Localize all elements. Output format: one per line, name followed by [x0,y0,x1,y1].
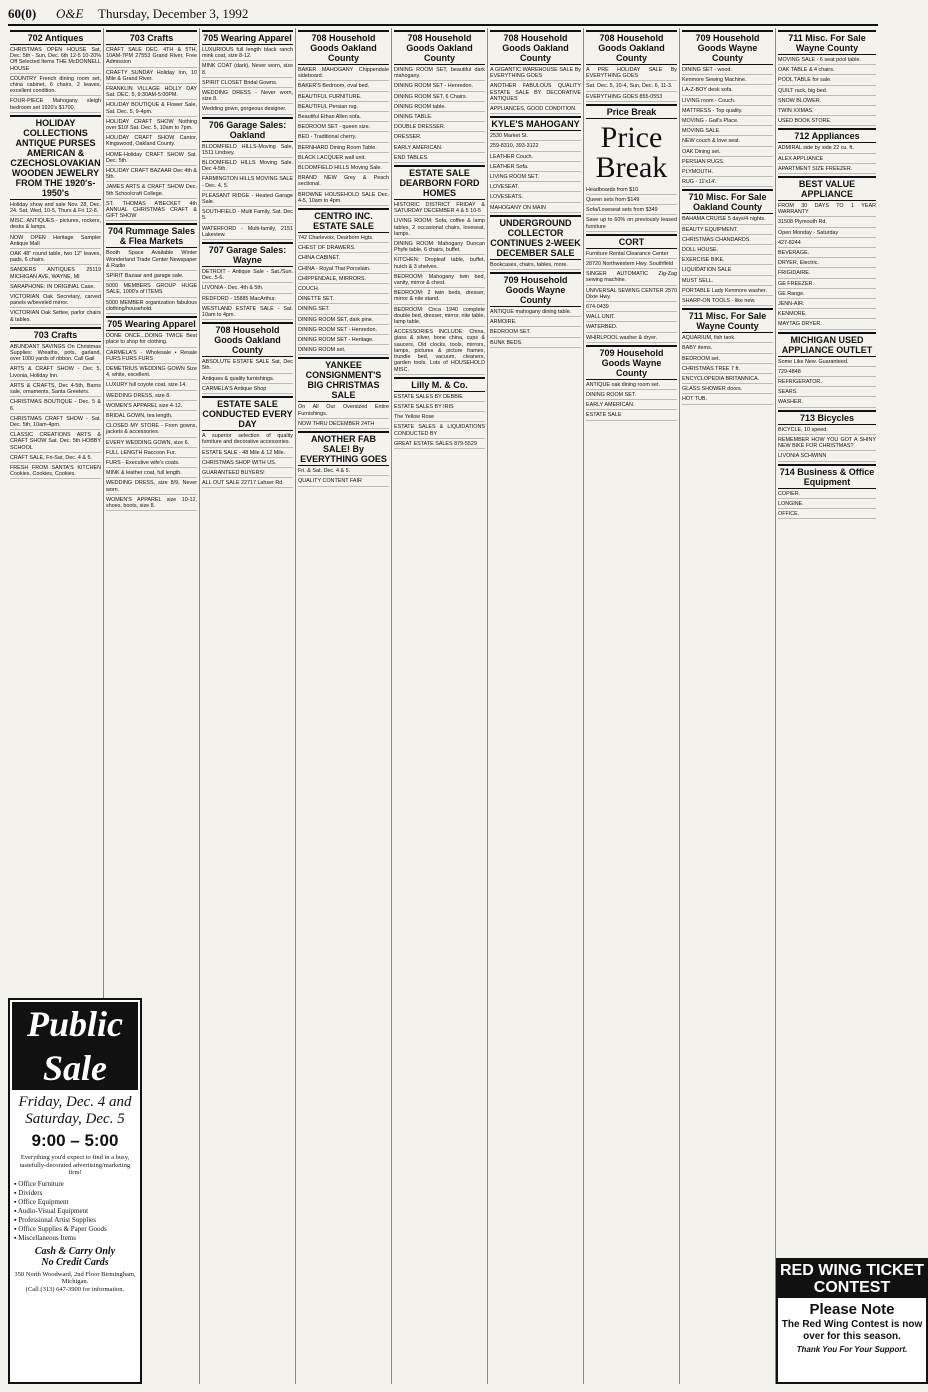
section-heading: 709 Household Goods Wayne County [490,272,581,307]
classified-ad: FULL LENGTH Raccoon Fur. [106,450,197,458]
classified-ad: CHRISTMAS CHANDARDS. [682,237,773,245]
classified-ad: DRESSER. [394,134,485,142]
public-sale-payment: Cash & Carry Only [34,1245,116,1257]
public-sale-address: 350 North Woodward, 2nd Floor Birmingham, Michigan. [14,1270,136,1285]
section-heading: 705 Wearing Apparel [202,30,293,45]
classified-ad: DINING TABLE. [394,114,485,122]
classified-ad: Fri. & Sat. Dec. 4 & 5. [298,468,389,476]
column-7 [584,28,680,1384]
classified-ad: CRAFT SALE, Fri-Sat, Dec. 4 & 5. [10,455,101,463]
classified-ad: GREAT ESTATE SALES 879-5529 [394,441,485,449]
classified-ad: HOLIDAY CRAFT SHOW Nothing over $10! Sat. Dec. 5, 10am to 7pm. [106,119,197,133]
classified-ad: OAK 48" round table, two 12" leaves, pads, 6 chairs. [10,251,101,265]
classified-ad: LEATHER Couch. [490,154,581,162]
classified-ad: EXERCISE BIKE. [682,257,773,265]
classified-ad: EARLY AMERICAN. [394,145,485,153]
public-sale-time: 9:00 – 5:00 [31,1131,119,1150]
classified-ad: CRAFT SALE DEC. 4TH & 5TH, 10AM-7PM 27553 Grand River, Free Admission [106,47,197,68]
classified-ad: FRANKLIN VILLAGE HOLLY DAY Sat. DEC. 5, 9:30AM-5:00PM. [106,86,197,100]
classified-ad: HOT TUB. [682,396,773,404]
section-heading: 708 Household Goods Oakland County [298,30,389,65]
classified-ad: DETROIT - Antique Sale - Sat./Sun. Dec. 5-6. [202,269,293,283]
classified-ad: WESTLAND ESTATE SALE - Sat. 10am to 4pm. [202,306,293,320]
column-4 [296,28,392,1384]
section-heading: 703 Crafts [106,30,197,45]
classified-ad: DINING ROOM SET, dark pine. [298,317,389,325]
classified-ad: DOLL HOUSE. [682,247,773,255]
classified-ad: WOMEN'S APPAREL size 10-12, shoes, boots, size 8. [106,497,197,511]
classified-ad: Sofa/Loveseat sets from $349 [586,207,677,215]
classified-ad: SNOW BLOWER. [778,98,876,106]
classified-ad: FROM 30 DAYS TO 1 YEAR WARRANTY [778,203,876,217]
classified-ad: LIVONIA - Dec. 4th & 5th. [202,285,293,293]
classified-ad: COPIER. [778,491,876,499]
section-heading: 712 Appliances [778,128,876,143]
public-sale-item: ▪ Dividers [14,1189,136,1198]
classified-ad: The Yellow Rose [394,414,485,422]
section-heading: 703 Crafts [10,327,101,342]
classified-ad: DINING ROOM SET, 6 Chairs. [394,94,485,102]
classified-ad: CHRISTMAS OPEN HOUSE Sat, Dec. 5th - Sun, Dec. 6th 12-5 10-20% Off Selected Items THE McDONNELL HOUSE [10,47,101,74]
issue-date: Thursday, December 3, 1992 [98,6,249,21]
classified-ad: ANOTHER FABULOUS QUALITY ESTATE SALE BY DECORATIVE ANTIQUES [490,83,581,104]
classified-ad: PORTABLE Lady Kenmore washer. [682,288,773,296]
classified-ad: Queen sets from $149 [586,197,677,205]
classified-ad: DINING ROOM: Mahogany Duncan Phyfe table, 6 chairs, buffet. [394,241,485,255]
classified-ad: DINING ROOM SET, beautiful dark mahogany. [394,67,485,81]
classified-ad: PERSIAN RUGS. [682,159,773,167]
classified-ad: CHRISTMAS CRAFT SHOW - Sat. Dec. 5th, 10am-4pm. [10,416,101,430]
classified-ad: Furniture Rental Clearance Center [586,251,677,259]
classified-ad: 427-8244 [778,240,876,248]
red-wing-contest-notice [776,1258,928,1384]
classified-ad: LIVING room - Couch. [682,98,773,106]
classified-ad: EVERY WEDDING GOWN, size 6. [106,440,197,448]
classified-ad: On All Our Oversized Entire Furnishings. [298,404,389,418]
classified-ad: VICTORIAN Oak Settee, parlor chairs & tables. [10,310,101,324]
classified-ad: REFRIGERATOR. [778,379,876,387]
public-sale-item: ▪ Professional Artist Supplies [14,1216,136,1225]
classified-ad: DINETTE SET. [298,296,389,304]
classified-ad: NOW THRU DECEMBER 24TH [298,421,389,429]
classified-ad: DOUBLE DRESSER. [394,124,485,132]
classified-ad: LIVING ROOM: Sofa, coffee & lamp tables, 2 occasional chairs, loveseat, lamps. [394,218,485,239]
classified-ad: CLOSED MY STORE - From gowns, jackets & accessories. [106,423,197,437]
classified-ad: MAYTAG DRYER. [778,321,876,329]
classified-ad: CHEST OF DRAWERS. [298,245,389,253]
classified-ad: LOVESEATS. [490,194,581,202]
classified-ad: BAKER'S Bedroom, oval bed. [298,83,389,91]
classified-ad: DINING ROOM SET - Henredon. [298,327,389,335]
classified-ad: MINK & leather coat, full length. [106,470,197,478]
classified-ad: Save up to 60% on previously leased furniture [586,217,677,231]
classified-ad: ADMIRAL side by side 22 cu. ft. [778,145,876,153]
public-sale-item: ▪ Audio-Visual Equipment [14,1207,136,1216]
classified-ad: BEDROOM: Circa 1940 complete double bed, dresser, mirror, nite table, lamp table. [394,307,485,328]
classified-ad: CHINA CABINET. [298,255,389,263]
classified-ad: LIVONIA SCHWINN [778,453,876,461]
classified-ad: KITCHEN: Dropleaf table, buffet, hutch & 3 shelves. [394,257,485,271]
classified-ad: USED BOOK STORE. [778,118,876,126]
classified-ad: BED - Traditional cherry. [298,134,389,142]
classified-ad: FOUR-PIECE Mahogany sleigh bedroom set 1920's $1700. [10,98,101,112]
classified-ad: ABUNDANT SAVINGS On Christmas Supplies: Wreaths, pots, garland, over 1000 yards of ribbon. Call Gail [10,344,101,365]
classified-ad: MAHOGANY ON MAIN [490,205,581,213]
section-heading: MICHIGAN USED APPLIANCE OUTLET [778,332,876,357]
classified-ad: AQUARIUM, fish tank. [682,335,773,343]
classified-ad: JAMES ARTS & CRAFT SHOW Dec. 5th Schoolcraft College. [106,184,197,198]
classified-ad: JENN-AIR. [778,301,876,309]
classified-ad: SINGER AUTOMATIC Zig-Zag sewing machine. [586,271,677,285]
classified-ad: RUG - 11'x14'. [682,179,773,187]
section-heading: 714 Business & Office Equipment [778,464,876,489]
classified-ad: BAKER MAHOGANY Chippendale sideboard. [298,67,389,81]
section-heading: ESTATE SALE DEARBORN FORD HOMES [394,165,485,200]
classified-ad: TWIN XXMAS. [778,108,876,116]
classified-ad: Sat. Dec. 5, 10-4, Sun, Dec. 6, 11-3. [586,83,677,91]
classified-ad: DRYER, Electric. [778,260,876,268]
red-wing-heading: RED WING TICKET CONTEST [780,1262,924,1296]
classified-ad: BEAUTIFUL Persian rug. [298,104,389,112]
classified-ad: FRESH FROM SANTA'S KITCHEN Cookies, Cookies, Cookies. [10,465,101,479]
page-number: 60(0) [8,6,37,21]
classified-ad: SEARS. [778,389,876,397]
classified-ad: ABSOLUTE ESTATE SALE Sat, Dec 5th. [202,359,293,373]
classified-ad: MATTRESS - Top quality. [682,108,773,116]
classified-ad: BEDROOM: Mahogany twin bed, vanity, mirror & chest. [394,274,485,288]
section-heading: 708 Household Goods Oakland County [394,30,485,65]
classified-ad: FARMINGTON HILLS MOVING SALE - Dec. 4, 5. [202,176,293,190]
classified-ad: Holiday show and sale Nov. 28, Dec. 24. Sat, Wed, 10-5, Thurs & Fri 12-8. [10,202,101,216]
classified-ad: LIVING ROOM SET. [490,174,581,182]
section-heading: CENTRO INC. ESTATE SALE [298,208,389,233]
classified-ad: CRAFTY SUNDAY Holiday Inn, 10 Mile & Grand River. [106,70,197,84]
red-wing-body: The Red Wing Contest is now over for this season. [781,1319,923,1342]
section-heading: ANOTHER FAB SALE! By EVERYTHING GOES [298,431,389,466]
classified-ad: A PRE HOLIDAY SALE By EVERYTHING GOES [586,67,677,81]
classified-ad: CLASSIC CREATIONS ARTS & CRAFT SHOW Sat. Dec. 5th HOBBY SCHOOL [10,432,101,453]
classified-ad: DINING ROOM table. [394,104,485,112]
classified-ad: 2530 Market St. [490,133,581,141]
classified-ad: HOME-Holiday CRAFT SHOW Sat. Dec. 5th. [106,152,197,166]
classified-ad: BEDROOM SET. [490,329,581,337]
classified-ad: QUALITY CONTENT FAIR [298,478,389,486]
classified-ad: OAK TABLE & 4 chairs. [778,67,876,75]
classified-ad: 729-4848 [778,369,876,377]
classified-ad: MISC. ANTIQUES - pictures, rockers, desks & lamps. [10,218,101,232]
classified-ad: CARMELA'S - Wholesale • Resale FURS FURS FURS [106,350,197,364]
classified-ad: WASHER. [778,399,876,407]
section-heading: Price Break [586,104,677,119]
classified-ad: Beautiful Ethan Allen sofa. [298,114,389,122]
classified-ad: WALL UNIT. [586,314,677,322]
classified-ad: Kenmore Sewing Machine. [682,77,773,85]
classified-ad: MUST SELL. [682,278,773,286]
classified-ad: BLOOMFIELD HILLS-Moving Sale, 1511 Lindsey. [202,144,293,158]
public-sale-item: ▪ Office Supplies & Paper Goods [14,1225,136,1234]
section-heading: UNDERGROUND COLLECTOR CONTINUES 2-WEEK DECEMBER SALE [490,215,581,260]
section-heading: 711 Misc. For Sale Wayne County [682,308,773,333]
red-wing-note: Please Note [809,1301,895,1318]
classified-ad: WEDDING DRESS, size 8/9, Never worn. [106,480,197,494]
classified-ad: WATERFORD - Multi-family, 2151 Lakeview. [202,226,293,240]
classified-ad: MOVING SALE. [682,128,773,136]
section-heading: 708 Household Goods Oakland County [490,30,581,65]
column-6 [488,28,584,1384]
classified-ad: BRAND NEW Grey & Peach sectional. [298,175,389,189]
classified-ad: MINK COAT (dark), Never worn, size 8. [202,63,293,77]
classified-ad: NEW couch & love seat. [682,138,773,146]
classified-ad: DEMETRIUS WEDDING GOWN Size 4, white, excellent. [106,366,197,380]
classified-ad: BEDROOM SET - queen size. [298,124,389,132]
column-9 [776,28,924,1384]
section-heading: ESTATE SALE CONDUCTED EVERY DAY [202,396,293,431]
section-heading: 708 Household Goods Oakland County [202,322,293,357]
classified-ad: ALL OUT SALE 22717 Lahser Rd. [202,480,293,488]
classified-ad: SHARP-ON TOOLS - like new. [682,298,773,306]
classified-ad: KENMORE. [778,311,876,319]
classified-ad: WEDDING DRESS - Never worn, size 8. [202,90,293,104]
classified-ad: WOMEN'S APPAREL size 4-12. [106,403,197,411]
classified-ad: BUNK BEDS. [490,340,581,348]
classified-ad: HOLIDAY CRAFT SHOW Cantor, Kingswood, Oakland County. [106,135,197,149]
classified-ad: Some Like New. Guaranteed. [778,359,876,367]
classified-ad: DINING ROOM set. [298,347,389,355]
classified-columns [8,28,924,1384]
classified-ad: ESTATE SALE - 48 Mile & 12 Mile. [202,450,293,458]
classified-ad: LIQUIDATION SALE [682,267,773,275]
classified-ad: BLACK LACQUER wall unit. [298,155,389,163]
classified-ad: 5000 MEMBER organization fabulous clothing/household. [106,300,197,314]
classified-ad: WEDDING DRESS, size 8. [106,393,197,401]
classified-ad: Booth Space Available Winter Wonderland Trade Center Newspaper & Radio [106,250,197,271]
classified-ad: GUARANTEED BUYERS! [202,470,293,478]
section-heading: 709 Household Goods Wayne County [682,30,773,65]
classified-ad: SPIRIT Bazaar and garage sale. [106,273,197,281]
classified-ad: SANDERS ANTIQUES 25119 MICHIGAN AVE, WAYNE, MI [10,267,101,281]
classified-ad: 28720 Northwestern Hwy. Southfield [586,261,677,269]
classified-ad: LA-Z-BOY desk sofa. [682,87,773,95]
section-heading: KYLE'S MAHOGANY [490,116,581,131]
classified-ad: 742 Charlevoix, Dearborn Hgts. [298,235,389,243]
classified-ad: LOVESEAT. [490,184,581,192]
paper-name: O&E [56,6,84,21]
classified-ad: ESTATE SALE [586,412,677,420]
classified-ad: MOVING - Gail's Place. [682,118,773,126]
column-2 [104,28,200,1384]
classified-ad: BICYCLE, 10 speed. [778,427,876,435]
classified-ad: BRIDAL GOWN, tea length. [106,413,197,421]
classified-ad: BLOOMFIELD HILLS Moving Sale. [298,165,389,173]
classified-ad: BEDROOM set. [682,356,773,364]
classified-ad: ARMOIRE. [490,319,581,327]
classified-ad: 259-8310, 393-3122 [490,143,581,151]
classified-ad: UNIVERSAL SEWING CENTER 2570 Dixie Hwy. [586,288,677,302]
classified-ad: BABY items. [682,345,773,353]
classified-ad: ANTIQUE oak dining room set. [586,382,677,390]
classified-ad: BEVERAGE. [778,250,876,258]
section-heading: 710 Misc. For Sale Oakland County [682,189,773,214]
classified-ad: CHIPPENDALE, MIRRORS. [298,276,389,284]
classified-ad: NOW OPEN Heritage Sampler Antique Mall [10,235,101,249]
section-heading: HOLIDAY COLLECTIONS ANTIQUE PURSES AMERICAN & CZECHOSLOVAKIAN WOODEN JEWELRY FROM THE 1920's-1950's [10,115,101,200]
section-heading: CORT [586,234,677,249]
classified-ad: Wedding gown, gorgeous designer. [202,106,293,114]
classified-ad: BLOOMFIELD HILLS Moving Sale. Dec 4-5th. [202,160,293,174]
classified-ad: WATERBED. [586,324,677,332]
page-header [8,6,878,26]
classified-ad: ARTS & CRAFT SHOW - Dec 5, Livonia, Holiday Inn. [10,366,101,380]
public-sale-payment2: No Credit Cards [41,1256,109,1268]
classified-ad: Open Monday - Saturday [778,230,876,238]
classified-ad: ENCYCLOPEDIA BRITANNICA. [682,376,773,384]
classified-ad: ESTATE SALES BY DEBBIE [394,394,485,402]
classified-ad: ACCESSORIES INCLUDE: China, glass & silver, bone china, cups & saucers, Old clocks, tools, mirrors, lamps, pictures & picture frames, trundle bed, vacuum, cleaners, garden tools. Lots of HOUSEHOLD MISC. [394,329,485,374]
classified-ad: DINING ROOM SET - Henredon. [394,83,485,91]
public-sale-title: Public Sale [12,1002,138,1090]
classified-ad: LUXURY full coyote coat, size 14. [106,382,197,390]
classified-ad: LUXURIOUS full length black ranch mink coat, size 8-12. [202,47,293,61]
classified-ad: SOUTHFIELD - Multi Family, Sat. Dec 5. [202,209,293,223]
classified-ad: ESTATE SALES BY IRIS [394,404,485,412]
public-sale-item: ▪ Miscellaneous Items [14,1234,136,1243]
classified-ad: PLYMOUTH. [682,169,773,177]
classified-ad: SARAPHONE: IN ORIGINAL Case. [10,284,101,292]
column-1 [8,28,136,1384]
classified-ad: BERNHARD Dining Room Table. [298,145,389,153]
classified-ad: CHINA - Royal Thai Porcelain. [298,266,389,274]
classified-ad: BAHAMA CRUISE 5 days/4 nights. [682,216,773,224]
classified-ad: Headboards from $10 [586,187,677,195]
column-8 [680,28,776,1384]
classified-ad: SPIRIT CLOSET Bridal Gowns. [202,80,293,88]
classified-ad: POOL TABLE for sale. [778,77,876,85]
classified-ad: BEAUTY EQUIPMENT. [682,227,773,235]
classified-ad: DINING SET. [298,306,389,314]
classified-ad: REMEMBER HOW YOU GOT A SHINY NEW BIKE FOR CHRISTMAS? [778,437,876,451]
section-heading: 713 Bicycles [778,410,876,425]
section-heading: 702 Antiques [10,30,101,45]
classified-ad: DINING SET - wood. [682,67,773,75]
section-heading: 706 Garage Sales: Oakland [202,117,293,142]
classified-ad: FURS - Executive wife's coats. [106,460,197,468]
classified-ad: Bookcases, chairs, tables, more. [490,262,581,270]
classified-ad: ALEX APPLIANCE [778,156,876,164]
classified-ad: GE Range. [778,291,876,299]
price-break-heading: Price Break [595,120,668,184]
classified-ad: HISTORIC DISTRICT FRIDAY & SATURDAY DECEMBER 4 & 5 10-5 [394,202,485,216]
column-3 [200,28,296,1384]
classified-ad: WHIRLPOOL washer & dryer. [586,335,677,343]
classified-ad: Antiques & quality furnishings. [202,376,293,384]
classified-ad: ESTATE SALES & LIQUIDATIONS CONDUCTED BY [394,424,485,438]
classified-ad: CHRISTMAS BOUTIQUE - Dec. 5 & 6. [10,399,101,413]
classified-ad: LEATHER Sofa. [490,164,581,172]
classified-ad: END TABLES. [394,155,485,163]
classified-ad: REDFORD - 15885 MacArthur. [202,296,293,304]
classified-ad: APPLIANCES, GOOD CONDITION. [490,106,581,114]
classified-ad: GLASS SHOWER doors. [682,386,773,394]
classified-ad: EARLY AMERICAN. [586,402,677,410]
classified-ad: DINING ROOM SET - Heritage. [298,337,389,345]
column-5 [392,28,488,1384]
public-sale-phone: (Call (313) 647-3900 for information. [25,1285,125,1293]
classified-ad: 5000 MEMBERS GROUP HUGE SALE, 1000's of ITEMS [106,283,197,297]
classified-ad: ST. THOMAS A'BECKET 4th ANNUAL CHRISTMAS CRAFT & GIFT SHOW [106,201,197,222]
classified-ad: 674-0439 [586,304,677,312]
classified-ad: ARTS & CRAFTS, Dec 4-5th, Barns sale, ornaments, Santa Greeters. [10,383,101,397]
classified-ad: OAK Dining set. [682,149,773,157]
classified-ad: GE FREEZER. [778,281,876,289]
classified-ad: APARTMENT SIZE FREEZER. [778,166,876,174]
classified-ad: ANTIQUE mahogany dining table. [490,309,581,317]
classified-ad: A superior selection of quality furniture and decorative accessories. [202,433,293,447]
classified-ad: HOLIDAY CRAFT BAZAAR Dec 4th & 5th. [106,168,197,182]
red-wing-thanks: Thank You For Your Support. [796,1345,908,1354]
public-sale-blurb: Everything you'd expect to find in a busy, tastefully-decorated advertising/marketing firm! [19,1154,131,1176]
section-heading: 704 Rummage Sales & Flea Markets [106,223,197,248]
classified-ad: BROWNE HOUSEHOLD SALE Dec. 4-5, 10am to 4pm. [298,192,389,206]
classified-ad: CARMELA'S Antique Shop [202,386,293,394]
section-heading: BEST VALUE APPLIANCE [778,176,876,201]
classified-ad: COUCH. [298,286,389,294]
classified-ad: EVERYTHING GOES 855-0553 [586,94,677,102]
classified-ad: VICTORIAN Oak Secretary, carved panels w/beveled mirror. [10,294,101,308]
classified-ad: PLEASANT RIDGE - Heated Garage Sale. [202,193,293,207]
section-heading: 708 Household Goods Oakland County [586,30,677,65]
classified-ad: CHRISTMAS SHOP WITH US. [202,460,293,468]
section-heading: 707 Garage Sales: Wayne [202,242,293,267]
classified-ad: CHRISTMAS TREE 7 ft. [682,366,773,374]
public-sale-item: ▪ Office Furniture [14,1180,136,1189]
classified-ad: COUNTRY French dining room set, china cabinet, 6 chairs, 2 leaves, excellent condition. [10,76,101,97]
public-sale-dates: Friday, Dec. 4 and Saturday, Dec. 5 [18,1094,132,1127]
classified-ad: LONGINE. [778,501,876,509]
classified-ad: QUILT rack, big bed. [778,88,876,96]
section-heading: 705 Wearing Apparel [106,316,197,331]
classified-ad: A GIGANTIC WAREHOUSE SALE By EVERYTHING GOES [490,67,581,81]
classified-ad: HOLIDAY BOUTIQUE & Flower Sale, Sat. Dec. 5, 9-4pm. [106,102,197,116]
public-sale-item: ▪ Office Equipment [14,1198,136,1207]
classified-ad: OFFICE. [778,511,876,519]
classified-ad: BEDROOM: 2 twin beds, dresser, mirror & nite stand. [394,290,485,304]
classified-ad: MOVING SALE - 6 seat pool table. [778,57,876,65]
section-heading: YANKEE CONSIGNMENT'S BIG CHRISTMAS SALE [298,357,389,402]
section-heading: Lilly M. & Co. [394,377,485,392]
classified-ad: BEAUTIFUL FURNITURE. [298,94,389,102]
section-heading: 711 Misc. For Sale Wayne County [778,30,876,55]
classified-ad: 31508 Plymouth Rd. [778,219,876,227]
section-heading: 709 Household Goods Wayne County [586,345,677,380]
classified-ad: DINING ROOM SET. [586,392,677,400]
classified-ad: FRIGIDAIRE. [778,270,876,278]
classified-ad: DONE ONCE...DOING TWICE Best place to shop for clothing. [106,333,197,347]
